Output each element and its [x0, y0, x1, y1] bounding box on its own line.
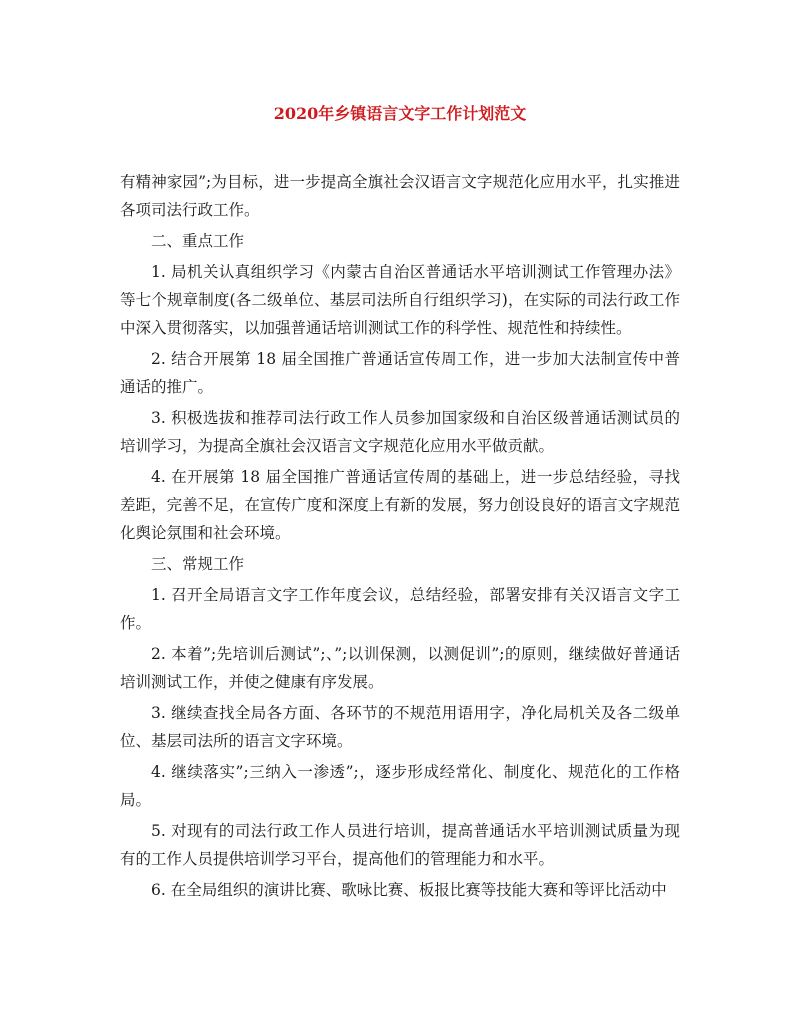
section-heading-key-work: 二、重点工作: [151, 232, 245, 250]
paragraph-routine-item-4: 4. 继续落实”;三纳入一渗透”;，逐步形成经常化、制度化、规范化的工作格局。: [120, 763, 680, 809]
section-heading-routine-work: 三、常规工作: [151, 555, 245, 573]
paragraph-routine-item-1: 1. 召开全局语言文字工作年度会议，总结经验，部署安排有关汉语言文字工作。: [120, 586, 680, 632]
paragraph-routine-item-3: 3. 继续查找全局各方面、各环节的不规范用语用字，净化局机关及各二级单位、基层司法所的语言文字环境。: [120, 704, 680, 750]
paragraph-key-item-2: 2. 结合开展第 18 届全国推广普通话宣传周工作，进一步加大法制宣传中普通话的推广。: [120, 350, 680, 396]
paragraph-routine-item-2: 2. 本着”;先培训后测试”;、”;以训保测，以测促训”;的原则，继续做好普通话培训测试工作，并使之健康有序发展。: [120, 645, 680, 691]
paragraph-key-item-1: 1. 局机关认真组织学习《内蒙古自治区普通话水平培训测试工作管理办法》等七个规章制度(各二级单位、基层司法所自行组织学习)，在实际的司法行政工作中深入贯彻落实，以加强普通话培训测试工作的科学性、规范性和持续性。: [120, 263, 680, 337]
document-title: 2020年乡镇语言文字工作计划范文: [273, 104, 527, 123]
paragraph-1: 有精神家园”;为目标，进一步提高全旗社会汉语言文字规范化应用水平，扎实推进各项司法行政工作。: [120, 173, 680, 219]
paragraph-routine-item-6: 6. 在全局组织的演讲比赛、歌咏比赛、板报比赛等技能大赛和等评比活动中: [151, 881, 667, 899]
paragraph-routine-item-5: 5. 对现有的司法行政工作人员进行培训，提高普通话水平培训测试质量为现有的工作人员提供培训学习平台，提高他们的管理能力和水平。: [120, 822, 680, 868]
paragraph-key-item-4: 4. 在开展第 18 届全国推广普通话宣传周的基础上，进一步总结经验，寻找差距，完善不足，在宣传广度和深度上有新的发展，努力创设良好的语言文字规范化舆论氛围和社会环境。: [120, 468, 680, 542]
paragraph-key-item-3: 3. 积极选拔和推荐司法行政工作人员参加国家级和自治区级普通话测试员的培训学习，为提高全旗社会汉语言文字规范化应用水平做贡献。: [120, 409, 680, 455]
document-body: [120, 168, 680, 907]
